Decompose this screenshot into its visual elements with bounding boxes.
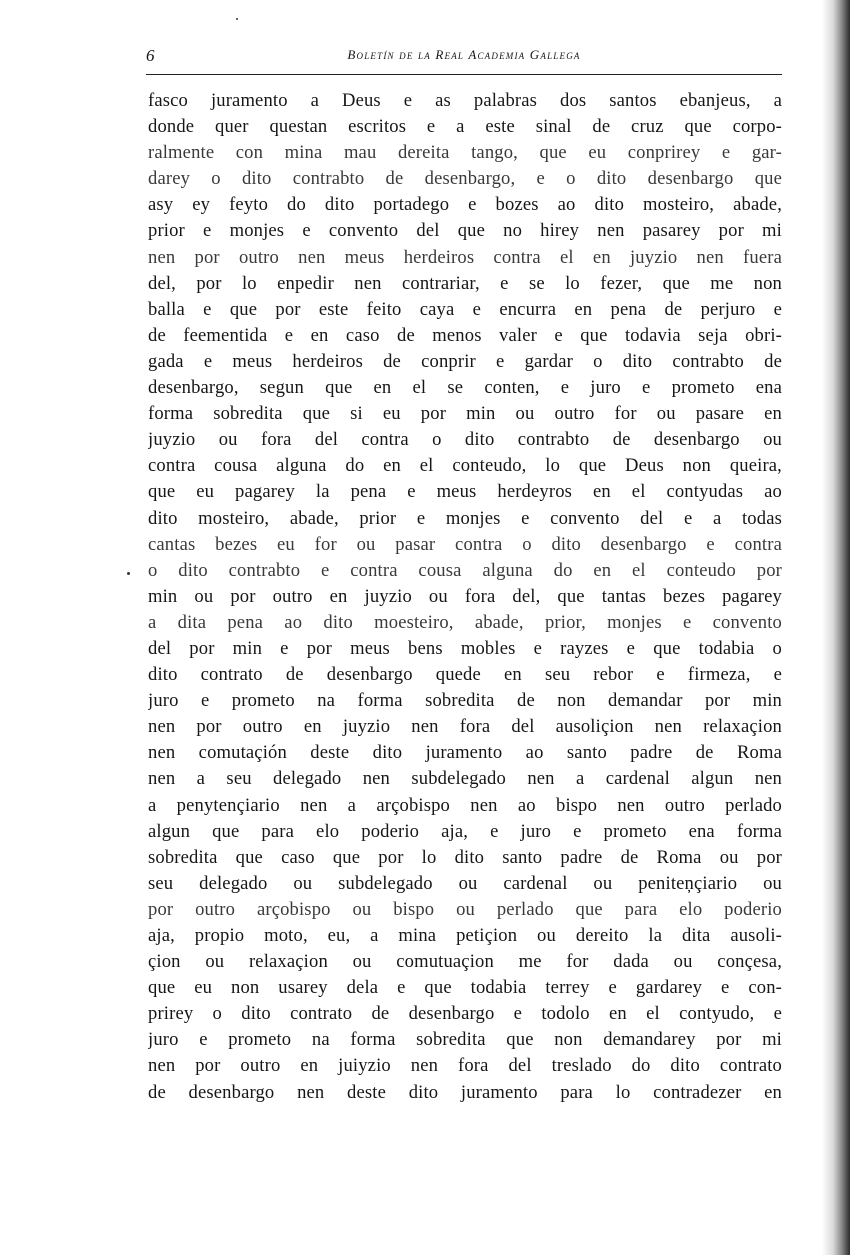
page-number: 6 bbox=[146, 46, 155, 65]
text-line: dito mosteiro, abade, prior e monjes e convento del e a todas bbox=[148, 507, 782, 529]
text-line: cantas bezes eu for ou pasar contra o dito desenbargo e contra bbox=[148, 533, 782, 555]
text-line: nen por outro en juiyzio nen fora del treslado do dito contrato bbox=[148, 1055, 782, 1077]
text-line: nen por outro en juyzio nen fora del ausoliçion nen relaxaçion bbox=[148, 716, 782, 738]
text-line: aja, propio moto, eu, a mina petiçion ou dereito la dita ausoli- bbox=[148, 925, 782, 946]
text-line: contra cousa alguna do en el conteudo, lo que Deus non queira, bbox=[148, 455, 782, 477]
running-title: Boletín de la Real Academia Gallega bbox=[347, 47, 581, 62]
text-line: que eu non usarey dela e que todabia terrey e gardarey e con- bbox=[148, 977, 782, 999]
text-line: a penytençiario nen a arçobispo nen ao bispo nen outro perlado bbox=[148, 794, 782, 816]
text-line: juyzio ou fora del contra o dito contrabto de desenbargo ou bbox=[148, 429, 782, 451]
text-line: donde quer questan escritos e a este sinal de cruz que corpo- bbox=[148, 116, 782, 138]
text-line: sobredita que caso que por lo dito santo padre de Roma ou por bbox=[148, 846, 782, 868]
text-line: darey o dito contrabto de desenbargo, e o dito desenbargo que bbox=[148, 168, 782, 190]
text-line: fasco juramento a Deus e as palabras dos santos ebanjeus, a bbox=[148, 90, 782, 111]
text-line: del por min e por meus bens mobles e rayzes e que todabia o bbox=[148, 637, 782, 659]
text-line: nen comutaçión deste dito juramento ao santo padre de Roma bbox=[148, 742, 782, 764]
text-line: seu delegado ou subdelegado ou cardenal ou peniteņçiario ou bbox=[148, 872, 782, 894]
text-line: que eu pagarey la pena e meus herdeyros en el contyudas ao bbox=[148, 481, 782, 503]
text-line: balla e que por este feito caya e encurra en pena de perjuro e bbox=[148, 298, 782, 320]
text-line: dito contrato de desenbargo quede en seu rebor e firmeza, e bbox=[148, 664, 782, 686]
text-line: a dita pena ao dito moesteiro, abade, prior, monjes e convento bbox=[148, 611, 782, 633]
text-line: juro e prometo na forma sobredita que non demandarey por mi bbox=[148, 1029, 782, 1051]
scanned-page-edge-shadow bbox=[822, 0, 850, 1255]
scan-speck bbox=[236, 18, 238, 20]
text-line: juro e prometo na forma sobredita de non demandar por min bbox=[148, 690, 782, 712]
text-line: nen a seu delegado nen subdelegado nen a cardenal algun nen bbox=[148, 768, 782, 790]
scan-speck bbox=[127, 572, 130, 575]
text-line: min ou por outro en juyzio ou fora del, que tantas bezes pagarey bbox=[148, 585, 782, 607]
text-line: algun que para elo poderio aja, e juro e prometo ena forma bbox=[148, 820, 782, 842]
text-line: forma sobredita que si eu por min ou outro for ou pasare en bbox=[148, 403, 782, 425]
text-line: desenbargo, segun que en el se conten, e juro e prometo ena bbox=[148, 377, 782, 399]
page-header bbox=[146, 40, 782, 75]
text-line: ralmente con mina mau dereita tango, que eu conprirey e gar- bbox=[148, 142, 782, 164]
text-line: prior e monjes e convento del que no hirey nen pasarey por mi bbox=[148, 220, 782, 242]
text-line: nen por outro nen meus herdeiros contra el en juyzio nen fuera bbox=[148, 246, 782, 268]
body-text bbox=[148, 88, 782, 1106]
text-line: gada e meus herdeiros de conprir e gardar o dito contrabto de bbox=[148, 350, 782, 372]
text-line: çion ou relaxaçion ou comutuaçion me for dada ou conçesa, bbox=[148, 951, 782, 973]
text-line: o dito contrabto e contra cousa alguna do en el conteudo por bbox=[148, 559, 782, 581]
text-line: por outro arçobispo ou bispo ou perlado que para elo poderio bbox=[148, 898, 782, 920]
text-line: de desenbargo nen deste dito juramento para lo contradezer en bbox=[148, 1081, 782, 1103]
text-line: del, por lo enpedir nen contrariar, e se lo fezer, que me non bbox=[148, 272, 782, 294]
text-line: prirey o dito contrato de desenbargo e todolo en el contyudo, e bbox=[148, 1003, 782, 1025]
text-line: de feementida e en caso de menos valer e que todavia seja obri- bbox=[148, 324, 782, 346]
text-line: asy ey feyto do dito portadego e bozes ao dito mosteiro, abade, bbox=[148, 194, 782, 216]
